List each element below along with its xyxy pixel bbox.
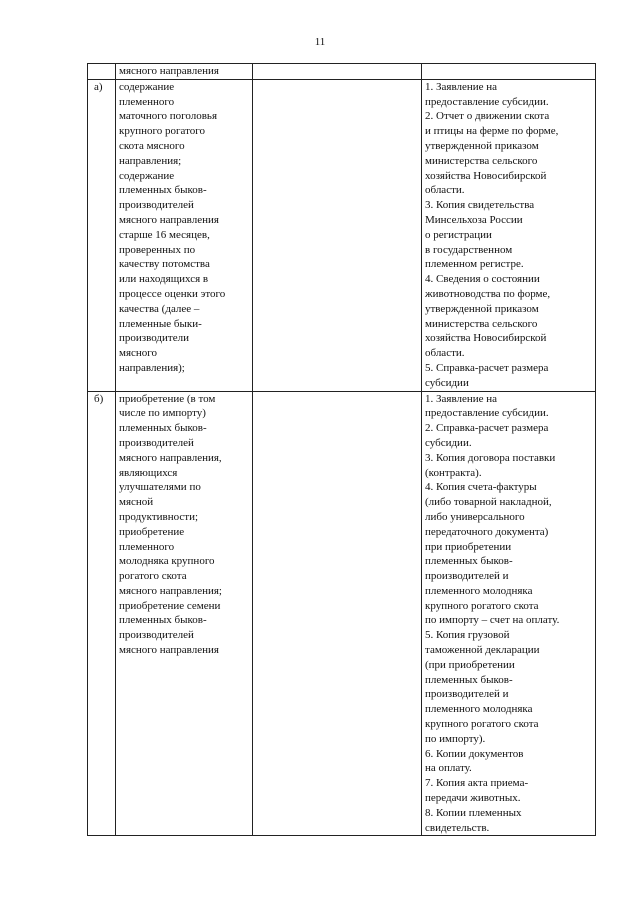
cell-activity (116, 391, 253, 836)
text-line: скота мясного (119, 139, 185, 152)
text-line: рогатого скота (119, 570, 187, 583)
text-line: направления); (119, 361, 185, 374)
text-line: животноводства по форме, (425, 287, 551, 300)
text-line: мясного направления (119, 65, 219, 77)
text-line: либо универсального (425, 510, 525, 523)
table-row-continued (88, 64, 596, 80)
text-line: 2. Справка-расчет размера (425, 422, 549, 435)
text-line: передачи животных. (425, 792, 521, 805)
text-line: хозяйства Новосибирской (425, 169, 547, 182)
text-line: свидетельств. (425, 821, 490, 834)
text-line: числе по импорту) (119, 407, 206, 420)
text-line: крупного рогатого скота (425, 718, 539, 731)
text-line: являющихся (119, 466, 178, 479)
cell-activity (116, 79, 253, 391)
text-line: (при приобретении (425, 658, 515, 671)
text-line: улучшателями по (119, 481, 201, 494)
text-line: племенного (119, 540, 175, 553)
text-line: производителей (119, 436, 194, 449)
text-line: племенных быков- (119, 422, 207, 435)
text-line: содержание (119, 169, 175, 182)
text-line: производителей (119, 199, 194, 212)
text-line: 6. Копии документов (425, 747, 524, 760)
text-line: приобретение (119, 525, 185, 538)
text-line: племенных быков- (425, 555, 513, 568)
text-line: приобретение семени (119, 599, 221, 612)
text-line: о регистрации (425, 228, 492, 241)
text-line: Минсельхоза России (425, 213, 523, 226)
text-line: в государственном (425, 243, 513, 256)
text-line: области. (425, 347, 465, 360)
text-line: министерства сельского (425, 317, 538, 330)
text-line: субсидии. (425, 436, 472, 449)
text-line: проверенных по (119, 243, 196, 256)
row-letter: б) (88, 391, 116, 836)
text-line: племенных быков- (425, 673, 513, 686)
text-line: производители (119, 332, 189, 345)
cell-empty (253, 64, 422, 80)
text-line: мясной (119, 496, 154, 509)
text-line: маточного поголовья (119, 110, 218, 123)
text-line: и птицы на ферме по форме, (425, 125, 559, 138)
text-line: 1. Заявление на (425, 392, 498, 405)
subsidy-documents-table (87, 63, 596, 836)
text-line: 2. Отчет о движении скота (425, 110, 550, 123)
text-line: производителей и (425, 688, 509, 701)
text-line: старше 16 месяцев, (119, 228, 210, 241)
text-line: субсидии (425, 376, 469, 389)
text-line: хозяйства Новосибирской (425, 332, 547, 345)
text-line: 3. Копия договора поставки (425, 451, 556, 464)
text-line: племенных быков- (119, 614, 207, 627)
text-line: крупного рогатого (119, 125, 205, 138)
text-line: мясного направления (119, 213, 219, 226)
text-line: качества (далее – (119, 302, 200, 315)
text-line: 3. Копия свидетельства (425, 199, 535, 212)
table-row-a (88, 79, 596, 391)
text-line: мясного направления; (119, 584, 222, 597)
cell-activity (116, 64, 253, 80)
text-line: 4. Копия счета-фактуры (425, 481, 537, 494)
text-line: или находящихся в (119, 273, 209, 286)
text-line: племенном регистре. (425, 258, 524, 271)
text-line: 7. Копия акта приема- (425, 777, 529, 790)
row-letter: а) (88, 79, 116, 391)
text-line: направления; (119, 154, 182, 167)
text-line: племенного молодняка (425, 584, 533, 597)
text-line: по импорту). (425, 732, 486, 745)
text-line: крупного рогатого скота (425, 599, 539, 612)
text-line: племенные быки- (119, 317, 202, 330)
text-line: приобретение (в том (119, 392, 216, 405)
text-line: мясного направления (119, 644, 219, 657)
text-line: процессе оценки этого (119, 287, 226, 300)
cell-empty (253, 79, 422, 391)
cell-documents (422, 391, 596, 836)
text-line: племенного (119, 95, 175, 108)
text-line: качеству потомства (119, 258, 210, 271)
text-line: 8. Копии племенных (425, 806, 522, 819)
text-line: содержание (119, 80, 175, 93)
text-line: при приобретении (425, 540, 512, 553)
text-line: 4. Сведения о состоянии (425, 273, 540, 286)
text-line: (либо товарной накладной, (425, 496, 552, 509)
text-line: 5. Справка-расчет размера (425, 361, 549, 374)
text-line: племенных быков- (119, 184, 207, 197)
text-line: утвержденной приказом (425, 302, 539, 315)
text-line: на оплату. (425, 762, 472, 775)
text-line: области. (425, 184, 465, 197)
text-line: министерства сельского (425, 154, 538, 167)
cell-letter (88, 64, 116, 80)
text-line: предоставление субсидии. (425, 95, 549, 108)
text-line: предоставление субсидии. (425, 407, 549, 420)
text-line: мясного направления, (119, 451, 222, 464)
text-line: передаточного документа) (425, 525, 549, 538)
text-line: племенного молодняка (425, 703, 533, 716)
text-line: (контракта). (425, 466, 482, 479)
text-line: утвержденной приказом (425, 139, 539, 152)
text-line: 5. Копия грузовой (425, 629, 510, 642)
text-line: производителей и (425, 570, 509, 583)
cell-empty (253, 391, 422, 836)
text-line: 1. Заявление на (425, 80, 498, 93)
page-number: 11 (314, 36, 326, 48)
text-line: мясного (119, 347, 158, 360)
text-line: продуктивности; (119, 510, 199, 523)
cell-documents (422, 79, 596, 391)
text-line: производителей (119, 629, 194, 642)
table-row-b (88, 391, 596, 836)
text-line: по импорту – счет на оплату. (425, 614, 560, 627)
cell-documents (422, 64, 596, 80)
text-line: молодняка крупного (119, 555, 215, 568)
text-line: таможенной декларации (425, 644, 540, 657)
